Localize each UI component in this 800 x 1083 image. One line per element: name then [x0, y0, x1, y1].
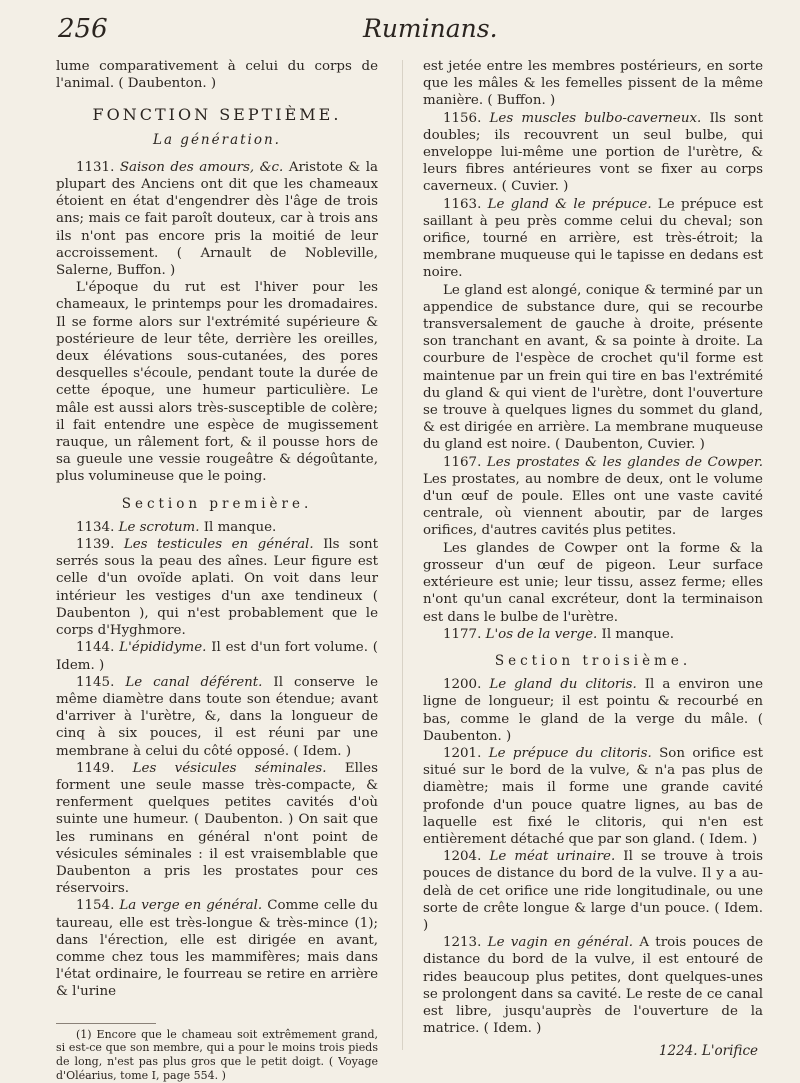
- paragraph-1167: 1167. Les prostates & les glandes de Cowper. Les prostates, au nombre de deux, ont le volume d'un œuf de poule. Elles ont une vaste cavité centrale, où viennent aboutir, par de larges orifices, d'autres cavités plus petites.: [423, 454, 764, 539]
- paragraph-1144: 1144. L'épididyme. Il est d'un fort volume. ( Idem. ): [56, 640, 378, 673]
- section-troisieme-title: Section troisième.: [494, 652, 692, 669]
- paragraph-epoque: L'époque du rut est l'hiver pour les chameaux, le printemps pour les dromadaires. Il se forme alors sur l'extrémité supérieure & postérieure de leur tête, derrière les oreilles, deux élévations sous-cutanées, des pores desquelles s'écoule, pendant toute la durée de cette époque, une humeur particulière. Le mâle est aussi alors très-susceptible de colère; il fait entendre une espèce de mugissement rauque, un râlement fort, & il pousse hors de sa gueule une vessie rougeâtre & dégoûtante, plus volumineuse que le poing.: [56, 280, 378, 485]
- paragraph-1134: 1134. Le scrotum. Il manque.: [76, 519, 277, 535]
- paragraph-1201: 1201. Le prépuce du clitoris. Son orifice est situé sur le bord de la vulve, & n'a pas plus de diamètre; mais il forme une grande cavité profonde d'un pouce quatre lignes, au bas de laquelle est fixé le clitoris, qui n'en est entièrement détaché que par son gland. ( Idem. ): [423, 745, 763, 847]
- page-number: 256: [58, 14, 108, 44]
- paragraph-1200: 1200. Le gland du clitoris. Il a environ une ligne de longueur; il est pointu & recourbé en bas, comme le gland de la verge du mâle. ( Daubenton. ): [423, 677, 763, 744]
- paragraph-gland: Le gland est alongé, conique & terminé par un appendice de substance dure, qui se recourbe transversalement de gauche à droite, présente son tranchant en avant, & sa pointe à droite. La courbure de l'espèce de crochet qu'il forme est maintenue par un frein qui tire en bas l'extrémité du gland & qui vient de l'urètre, dont l'ouverture se trouve à quelques lignes du sommet du gland, & est dirigée en arrière. La membrane muqueuse du gland est noire. ( Daubenton, Cuvier. ): [423, 282, 763, 453]
- catchword: 1224. L'orifice: [658, 1043, 758, 1059]
- paragraph-intro: lume comparativement à celui du corps de l'animal. ( Daubenton. ): [56, 59, 378, 92]
- paragraph-1204: 1204. Le méat urinaire. Il se trouve à trois pouces de distance du bord de la vulve. Il y a au-delà de cet orifice une ride longitudinale, ou une sorte de crête longue & large d'un pouce. ( Idem. ): [423, 849, 763, 933]
- footnote-rule: [56, 1023, 156, 1024]
- paragraph-1145: 1145. Le canal déférent. Il conserve le même diamètre dans toute son étendue; avant d'arriver à l'urètre, &, dans la longueur de cinq à six pouces, il est réuni par une membrane à celui du côté opposé. ( Idem. ): [56, 674, 379, 759]
- column-divider: [402, 60, 403, 1050]
- fonction-title: FONCTION SEPTIÈME.: [92, 105, 342, 125]
- section-premiere-title: Section première.: [121, 495, 313, 512]
- page-header: [58, 14, 760, 54]
- footnote: (1) Encore que le chameau soit extrêmement grand, si est-ce que son membre, qui a pour le moins trois pieds de long, n'est pas plus gros que le petit doigt. ( Voyage d'Oléarius, tome I, page 554. ): [56, 1027, 378, 1082]
- paragraph-1163: 1163. Le gland & le prépuce. Le prépuce est saillant à peu près comme celui du cheval; son orifice, tourné en arrière, est très-étroit; la membrane muqueuse qui le tapisse en dedans est noire.: [423, 196, 764, 281]
- paragraph-1139: 1139. Les testicules en général. Ils sont serrés sous la peau des aînes. Leur figure est celle d'un ovoïde aplati. On voit dans leur intérieur les vestiges d'un axe tendineux ( Daubenton ), qui n'est probablement que le corps d'Hyghmore.: [56, 537, 378, 639]
- paragraph-1156: 1156. Les muscles bulbo-caverneux. Ils sont doubles; ils recouvrent un seul bulbe, qui enveloppe lui-même une portion de l'urètre, & leurs fibres antérieures vont se fixer au corps caverneux. ( Cuvier. ): [423, 110, 763, 195]
- left-column: [56, 58, 378, 1083]
- paragraph-continued: est jetée entre les membres postérieurs, en sorte que les mâles & les femelles pissent de la même manière. ( Buffon. ): [423, 59, 763, 109]
- paragraph-1213: 1213. Le vagin en général. A trois pouces de distance du bord de la vulve, il est entouré de rides beaucoup plus petites, dont quelques-unes se prolongent dans sa cavité. Le reste de ce canal est libre, jusqu'auprès de l'ouverture de la matrice. ( Idem. ): [423, 935, 763, 1037]
- generation-title: La génération.: [153, 131, 281, 148]
- paragraph-1149: 1149. Les vésicules séminales. Elles forment une seule masse très-compacte, & renferment quelques petites cavités d'où suinte une humeur. ( Daubenton. ) On sait que les ruminans en général n'ont point de vésicules séminales : il est vraisemblable que Daubenton a pris les prostates pour ces réservoirs.: [56, 760, 378, 897]
- paragraph-cowper: Les glandes de Cowper ont la forme & la grosseur d'un œuf de pigeon. Leur surface extérieure est unie; leur tissu, assez ferme; elles n'ont qu'un canal excréteur, dont la terminaison est dans le bulbe de l'urètre.: [423, 540, 763, 625]
- paragraph-1154: 1154. La verge en général. Comme celle du taureau, elle est très-longue & très-mince (1); dans l'érection, elle est dirigée en avant, comme chez tous les mammifères; mais dans l'état ordinaire, le fourreau se retire en arrière & l'urine: [56, 898, 378, 1000]
- right-column: [423, 58, 763, 1037]
- paragraph-1177: 1177. L'os de la verge. Il manque.: [443, 626, 675, 642]
- paragraph-1131: 1131. Saison des amours, &c. Aristote & la plupart des Anciens ont dit que les chameaux étoient en état d'engendrer dès l'âge de trois ans; mais ce fait paroît douteux, car à trois ans ils n'ont pas encore pris la moitié de leur accroissement. ( Arnault de Nobleville, Salerne, Buffon. ): [56, 159, 378, 279]
- running-title: Ruminans.: [363, 14, 498, 43]
